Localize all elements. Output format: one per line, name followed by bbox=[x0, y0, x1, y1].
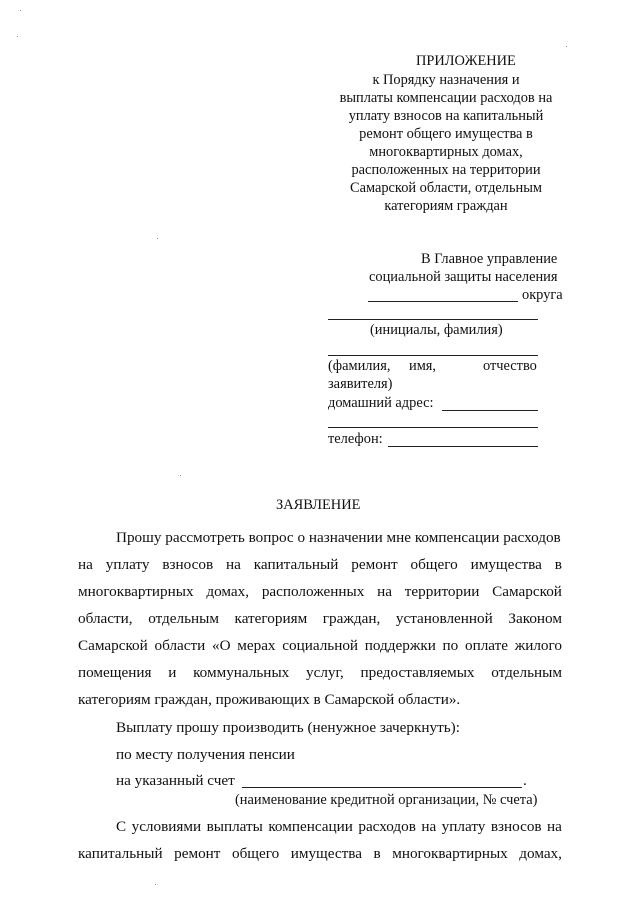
statement-word: по bbox=[442, 637, 459, 654]
conditions-line bbox=[78, 845, 562, 863]
conditions-word: на bbox=[547, 818, 562, 835]
statement-word: помещения bbox=[78, 664, 152, 681]
statement-line bbox=[78, 610, 562, 628]
statement-word: поддержки bbox=[364, 637, 436, 654]
applicant-caption-word-1: (фамилия, bbox=[328, 358, 391, 374]
appendix-line: выплаты компенсации расходов на bbox=[339, 90, 553, 106]
statement-line bbox=[78, 583, 562, 601]
statement-line bbox=[78, 664, 562, 682]
statement-word: территории bbox=[404, 583, 480, 600]
address-field-line-2[interactable] bbox=[328, 427, 538, 428]
conditions-word: расходов bbox=[358, 818, 416, 835]
statement-word: Прошу рассмотреть вопрос о назначении мне компенсации расходов bbox=[116, 529, 561, 546]
statement-word: предоставляемых bbox=[360, 664, 475, 681]
conditions-word: на bbox=[421, 818, 437, 835]
initials-caption: (инициалы, фамилия) bbox=[370, 322, 503, 338]
statement-word: Самарской bbox=[78, 637, 148, 654]
appendix-line: категориям граждан bbox=[384, 198, 508, 214]
phone-label: телефон: bbox=[328, 431, 383, 447]
statement-word: установленной bbox=[395, 610, 493, 627]
conditions-word: уплату bbox=[441, 818, 486, 835]
statement-word: имущества bbox=[470, 556, 542, 573]
statement-word: отдельным bbox=[148, 610, 219, 627]
statement-word: коммунальных bbox=[193, 664, 290, 681]
statement-word: расположенных bbox=[261, 583, 365, 600]
statement-line bbox=[78, 637, 562, 655]
statement-word: многоквартирных bbox=[78, 583, 194, 600]
conditions-word: многоквартирных bbox=[392, 845, 508, 862]
statement-word: в bbox=[554, 556, 562, 573]
conditions-word: капитальный bbox=[78, 845, 163, 862]
payment-option-account[interactable]: на указанный счет bbox=[116, 772, 235, 789]
scan-speck bbox=[20, 10, 21, 11]
statement-word: жилого bbox=[514, 637, 562, 654]
statement-word: социальной bbox=[282, 637, 359, 654]
applicant-blank[interactable] bbox=[328, 355, 538, 356]
initials-blank[interactable] bbox=[328, 319, 538, 320]
district-blank[interactable] bbox=[368, 301, 518, 302]
addressee-line-2: социальной защиты населения bbox=[369, 269, 558, 285]
statement-word: на bbox=[377, 583, 392, 600]
address-label: домашний адрес: bbox=[328, 395, 434, 411]
applicant-caption-word-2: имя, bbox=[409, 358, 437, 374]
conditions-line bbox=[116, 818, 562, 836]
statement-word: взносов bbox=[162, 556, 214, 573]
account-period: . bbox=[523, 772, 527, 789]
statement-word: оплате bbox=[464, 637, 509, 654]
appendix-title: ПРИЛОЖЕНИЕ bbox=[416, 53, 516, 69]
statement-word: и bbox=[168, 664, 177, 681]
statement-word: отдельным bbox=[491, 664, 562, 681]
scan-speck bbox=[17, 36, 18, 37]
scan-speck bbox=[566, 46, 567, 47]
address-field[interactable] bbox=[442, 410, 538, 411]
statement-line bbox=[116, 529, 562, 547]
statement-word: общего bbox=[410, 556, 458, 573]
statement-word: на bbox=[78, 556, 93, 573]
conditions-word: С bbox=[116, 818, 127, 835]
statement-word: домах, bbox=[206, 583, 250, 600]
statement-word: области bbox=[154, 637, 206, 654]
appendix-line: уплату взносов на капитальный bbox=[348, 108, 544, 124]
statement-word: Самарской bbox=[492, 583, 562, 600]
appendix-line: многоквартирных домах, bbox=[369, 144, 523, 160]
statement-word: категориям bbox=[234, 610, 308, 627]
statement-word: уплату bbox=[105, 556, 150, 573]
account-caption: (наименование кредитной организации, № счета) bbox=[235, 792, 538, 808]
statement-paragraph-last-line: категориям граждан, проживающих в Самарской области». bbox=[78, 691, 461, 708]
statement-word: капитальный bbox=[253, 556, 339, 573]
statement-line bbox=[78, 556, 562, 574]
statement-word: услуг, bbox=[305, 664, 344, 681]
conditions-word: взносов bbox=[490, 818, 542, 835]
scan-speck bbox=[155, 884, 156, 885]
statement-word: «О bbox=[211, 637, 231, 654]
conditions-word: домах, bbox=[519, 845, 562, 862]
payment-method-intro: Выплату прошу производить (ненужное зачеркнуть): bbox=[116, 719, 460, 736]
conditions-word: компенсации bbox=[268, 818, 353, 835]
conditions-word: имущества bbox=[290, 845, 362, 862]
statement-heading: ЗАЯВЛЕНИЕ bbox=[276, 497, 361, 513]
applicant-caption-line-2: заявителя) bbox=[328, 376, 393, 392]
scan-speck bbox=[180, 475, 181, 476]
appendix-line: к Порядку назначения и bbox=[372, 72, 520, 88]
scan-speck bbox=[157, 238, 158, 239]
payment-option-pension[interactable]: по месту получения пенсии bbox=[116, 746, 295, 763]
appendix-line: Самарской области, отдельным bbox=[349, 180, 543, 196]
statement-word: мерах bbox=[237, 637, 276, 654]
appendix-line: расположенных на территории bbox=[351, 162, 541, 178]
addressee-line-1: В Главное управление bbox=[421, 251, 558, 267]
conditions-word: ремонт bbox=[174, 845, 221, 862]
conditions-word: выплаты bbox=[206, 818, 263, 835]
statement-word: Законом bbox=[508, 610, 562, 627]
conditions-word: в bbox=[373, 845, 381, 862]
appendix-line: ремонт общего имущества в bbox=[359, 126, 533, 142]
statement-word: граждан, bbox=[322, 610, 381, 627]
district-suffix: округа bbox=[522, 287, 563, 303]
statement-word: на bbox=[226, 556, 241, 573]
conditions-word: общего bbox=[231, 845, 280, 862]
statement-word: области, bbox=[78, 610, 133, 627]
conditions-word: условиями bbox=[131, 818, 202, 835]
phone-field[interactable] bbox=[388, 446, 538, 447]
applicant-caption-word-3: отчество bbox=[483, 358, 537, 374]
statement-word: ремонт bbox=[351, 556, 398, 573]
account-field[interactable] bbox=[242, 787, 522, 788]
